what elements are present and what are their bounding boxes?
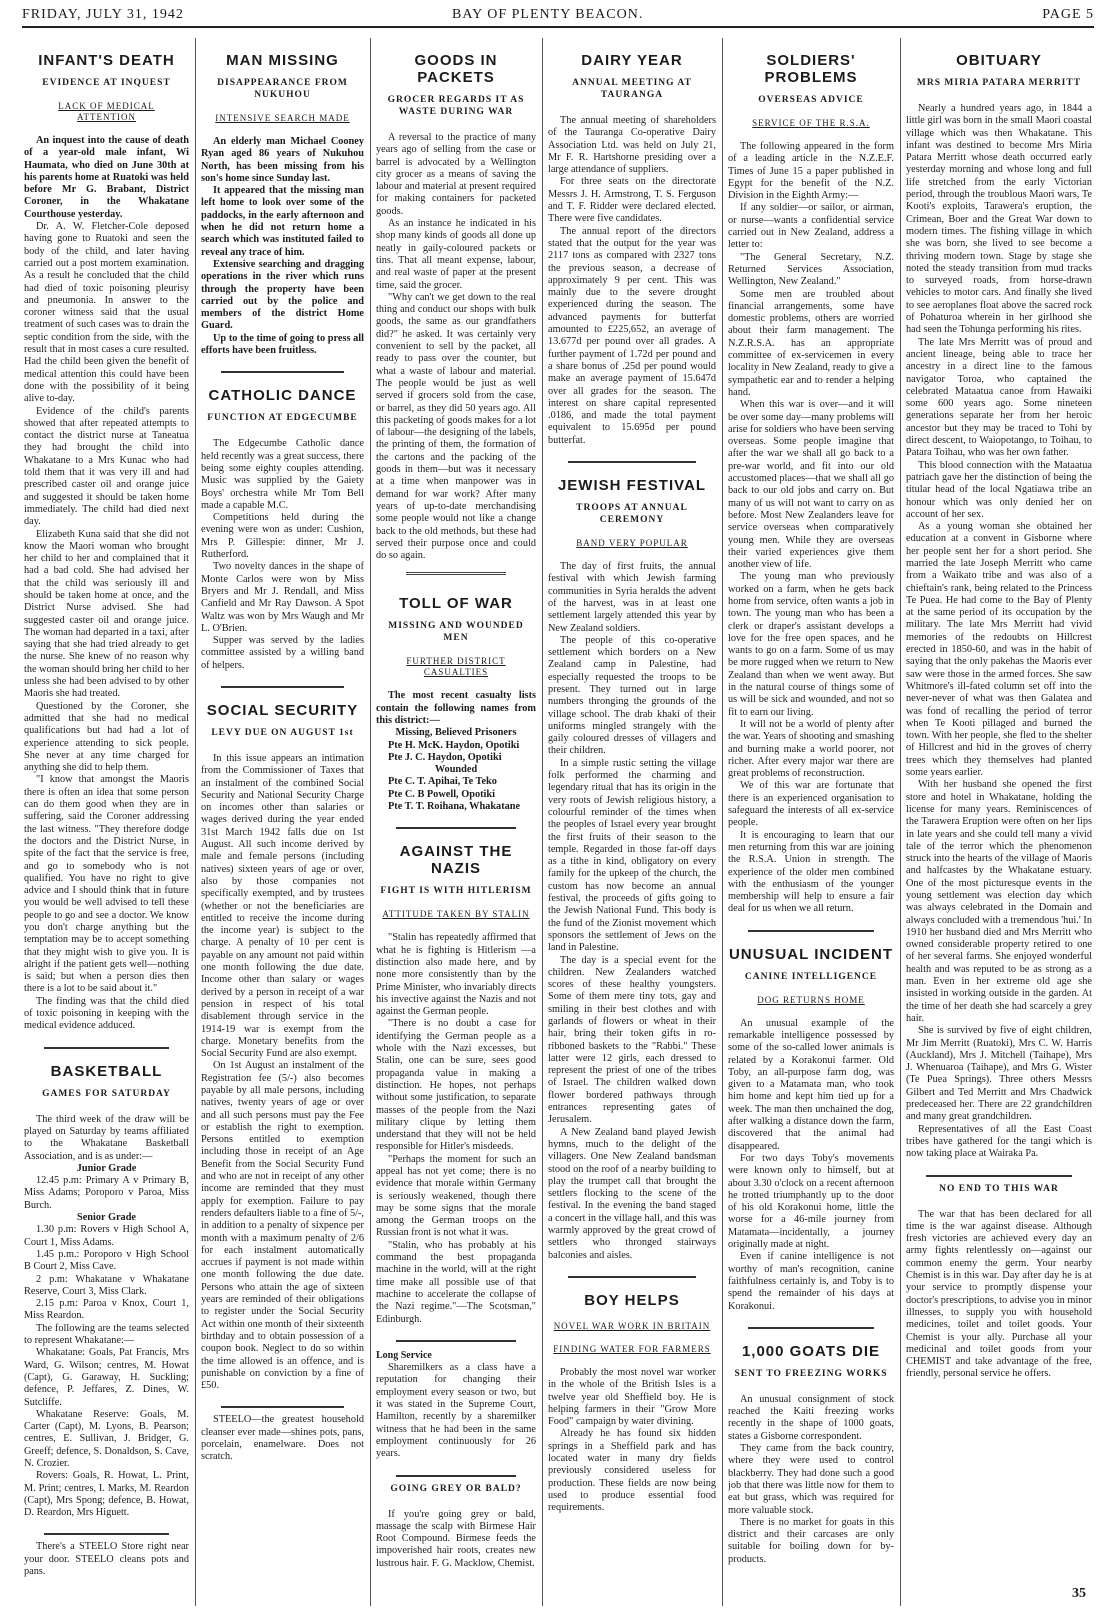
headline-goods-in-packets: GOODS IN PACKETS [414,52,498,86]
column-rule [370,38,371,1606]
subhead: ANNUAL MEETING AT TAURANGA [572,78,692,100]
divider [221,686,344,688]
page-number: PAGE 5 [1042,7,1094,22]
headline-basketball: BASKETBALL [50,1062,163,1080]
subhead: MISSING AND WOUNDED MEN [388,621,524,644]
paragraph: If any soldier—or sailor, or airman, or nurse—wants a confidential service carried out in New Zealand, address a letter to: [728,202,894,251]
paragraph: She is survived by five of eight children, Mr Jim Merritt (Ruatoki), Mrs C. W. Harris (Auckland), Mrs J. Mitchell (Taihape), Mrs J. Whenuaroa (Taihape), and Mrs G. Wister (Te Puea Springs). Three others Messrs Gilbert and Ted Merritt and Mrs Chadwick predeceased her. There are 22 grandchildren and many great grandchildren. [906,1025,1092,1123]
paragraph: For two days Toby's movements were known only to himself, but at about 3.30 o'clock on a recent afternoon he trotted triumphantly up to the door of his old Korakonui home, little the worse for a 46-mile journey from Matamata—incidentally, a journey originally made at night. [728,1152,894,1251]
paragraph: A New Zealand band played Jewish hymns, much to the delight of the villagers. One New Zealand bandsman stood on the roof of a nearby building to play the trumpet call that brought the settlers flocking to the scene of the festival. In the evening the band staged a concert in the village hall, and this was warmly approved by the great crowd of settlers who thronged stairways balconies and aisles. [548,1126,716,1261]
paragraph: "Stalin has repeatedly affirmed that what he is fighting is Hitlerism —a distinction also made here, and by none more consistently than by the Prime Minister, who invariably directs his invective against the Nazis and not against the German people. [376,932,536,1018]
paragraph: Supper was served by the ladies committee assisted by a willing band of helpers. [201,635,364,671]
paragraph: "Perhaps the moment for such an appeal has not yet come; there is no evidence that morale within Germany is seriously weakened, though there may be some signs that the morale among the German troops on the Russian front is not what it was. [376,1153,536,1239]
lead-paragraph: An elderly man Michael Cooney Ryan aged 86 years of Nukuhou North, has been missing from his son's home since Sunday last. [201,136,364,184]
paragraph: "Why can't we get down to the real thing and conduct our shops with bulk goods, the same as our grandfathers did?" he asked. It was certainly very convenient to sell by the packet, all ready to pass over the counter, but what a waste of labour and material. The people would be just as well served if grocers sold from the case, or barrel, as they did 50 years ago. All this packeting of goods makes for a lot of labour—the designing of the labels, the printing of them, the formation of the cartons and the packing of the goods in them—but was it necessary at a time when manpower was in demand for war work? After many years of up-to-date merchandising some people would not like a change back to the old methods, but these had served their purpose once and could do so again. [376,291,536,562]
divider [748,1327,874,1329]
paragraph: Nearly a hundred years ago, in 1844 a little girl was born in the small Maori coastal village which was then Whakatane. This infant was destined to become Mrs Miria Patara Merritt whose death occurred early yesterday morning and whose long and full life stretched from the early Victorian period, through the troublous Maori wars, Te Kooti's exploits, Tarawera's eruption, the Crimean, Boer and the Great War down to modern times. The fishing village in which she was born, she lived to see become a thriving modern town. Stage by stage she noted the steady transition from mud tracks to surveyed roads, from horse-drawn vehicles to motor cars. And finally she lived to see aeroplanes float above the sacred rock of Pohaturoa wherein in her girlhood she had seen the Tohunga performing his rites. [906,103,1092,336]
subhead: BAND VERY POPULAR [576,538,688,549]
subhead: TROOPS AT ANNUAL CEREMONY [576,503,688,526]
subhead: LEVY DUE ON AUGUST 1st [211,727,354,738]
steelo-advert: There's a STEELO Store right near your door. STEELO cleans pots and pans. [24,1541,189,1578]
paragraph: It is encouraging to learn that our men returning from this war are joining the R.S.A. Union in strength. The experience of the older men combined with the enthusiasm of the younger membership will help to ensure a fair deal for us when we all return. [728,829,894,915]
paragraph: The young man who previously worked on a farm, when he gets back home from service, often wants a job in town. The young man who has been a clerk or draper's assistant develops a love for the free open spaces, and he wants to go on a farm. Some of us may be more rugged when we return to New Zealand than when we went away. But in the natural course of things some of us will be sick and wounded, and not so fit to earn our living. [728,571,894,718]
divider [396,1475,516,1477]
subhead: INTENSIVE SEARCH MADE [215,113,350,123]
headline-boy-helps: BOY HELPS [584,1291,680,1309]
list-heading: Missing, Believed Prisoners [395,727,517,739]
subhead: NOVEL WAR WORK IN BRITAIN [553,1320,711,1331]
divider [44,1533,169,1535]
paragraph: Questioned by the Coroner, she admitted that she had no medical qualifications but had had a lot of experience attending to sick people. She never at any time charged for anything she did to help them. [24,700,189,774]
column-3 [376,38,536,1606]
headline-goats-die: 1,000 GOATS DIE [741,1342,881,1360]
column-5 [728,38,894,1606]
paragraph: With her husband she opened the first store and hotel in Whakatane, holding the license for many years. Reminiscences of the Tarawera Eruption were often on her lips in late years and she could tell many a vivid tale of the terror which the phenomenon struck into the hearts of the village of Maoris and halfcastes by the Whakatane estuary. One of the most picturesque events in the young settlement was election day which was always celebrated in the Domain and always concluded with a tremendous 'hui.' In 1910 her husband died and Mrs Merritt who owned considerable property retired to one of her several farms. She enjoyed wonderful health and was reputed to be as strong as a man. Even in her extreme old age she insisted in working outside in the garden. At the time of her death she had scarcely a grey hair. [906,779,1092,1024]
column-rule [542,38,543,1606]
advert-heading: NO END TO THIS WAR [939,1183,1059,1194]
divider [396,1340,516,1342]
lead-paragraph: An inquest into the cause of death of a year-old male infant, Wi Haumata, who died on June 30th at his parents home at Ruatoki was held before Mr G. Brabant, District Coroner, in the Whakatane Courthouse yesterday. [24,135,189,220]
paragraph: "I know that amongst the Maoris there is often an idea that some person can do them good when they are in suffering, said the Coroner addressing the last witness. "They therefore dodge the doctors and the District Nurse, in spite of the fact that the service is free, and go to somebody who is not qualified. You have no right to give advice and I should think that in future you would be well advised to tell these people to go and see a doctor. We know you don't charge anything but the temptation may be to accept something that they might wish to give you. It is alright if the patient gets well—nothing is said; but when a person dies then there is a lot to be said about it." [24,774,189,995]
grade-heading: Junior Grade [76,1162,137,1174]
subhead: FURTHER DISTRICT CASUALTIES [406,656,506,678]
paragraph: A reversal to the practice of many years ago of selling from the case or barrel is advocated by a Wellington city grocer as a means of saving the labour and material at present required for making containers for packeted goods. [376,132,536,217]
paragraph: The finding was that the child died of toxic poisoning in keeping with the medical evidence adduced. [24,995,189,1032]
subhead: GAMES FOR SATURDAY [42,1088,171,1099]
paper-name: BAY OF PLENTY BEACON. [452,7,644,22]
headline-jewish-festival: JEWISH FESTIVAL [557,477,707,495]
divider [568,461,696,463]
paragraph: As an instance he indicated in his shop many kinds of goods all done up neatly in gaily-coloured packets or tins. That all meant expense, labour, and real waste of paper at the present time, said the grocer. [376,218,536,291]
subhead: DOG RETURNS HOME [757,994,865,1005]
paragraph: Whakatane: Goals, Pat Francis, Mrs Ward, G. Wilson; centres, M. Howat (Capt), G. Garaway, H. Suckling; defence, P. Jeffares, Z. Dines, W. Sutcliffe. [24,1347,189,1408]
paragraph: Sharemilkers as a class have a reputation for changing their employment every season or two, but it was stated in the Supreme Court, Hamilton, recently by a sharemilker witness that he had been in the same employment continuously for 26 years. [376,1362,536,1460]
chemist-advert: The war that has been declared for all time is the war against disease. Although fresh victories are achieved every day an army fights relentlessly on—against our common enemy the germ. Your nearby Chemist is in this war. Day after day he is at your service to promptly dispense your doctor's prescriptions, to advise you in minor illnesses, to supply you with household medicines, toilet and toilet goods. Your Chemist is your ally. Purchase all your medicinal and toilet goods from your CHEMIST and take advantage of the free, friendly, personal service he offers. [906,1208,1092,1380]
subhead: SENT TO FREEZING WORKS [734,1368,888,1379]
paragraph: The Edgecumbe Catholic dance held recently was a great success, there being some eighty couples attending. Music was supplied by the Gaiety Boys' orchestra while Mr Tom Bell made a capable M.C. [201,438,364,511]
advert-heading: GOING GREY OR BALD? [390,1483,522,1494]
column-6 [906,38,1092,1606]
column-1 [24,38,189,1606]
paragraph: Even if canine intelligence is not worthy of man's recognition, canine faithfulness certainly is, and Toby is to spend the remainder of his days at Korakonui. [728,1251,894,1312]
headline-obituary: OBITUARY [956,52,1042,69]
paragraph: We of this war are fortunate that there is an experienced organisation to safeguard the interests of all ex-service people. [728,780,894,829]
divider [406,572,506,581]
subhead: GROCER REGARDS IT AS WASTE DURING WAR [387,95,525,117]
paragraph: Rovers: Goals, R. Howat, L. Print, M. Print; centres, I. Marks, M. Reardon (Capt), Mrs Spong; defence, B. Howat, D. Reardon, Mrs Higuett. [24,1470,189,1519]
paragraph: For three seats on the directorate Messrs J. H. Armstrong, T. S. Ferguson and T. F. Ridder were declared elected. There were five candidates. [548,176,716,225]
divider [44,1047,169,1049]
headline-against-the-nazis: AGAINST THE NAZIS [399,843,513,878]
paragraph: Competitions held during the evening were won as under: Cushion, Mrs P. Gillespie: dinner, Mr J. Rutherford. [201,512,364,561]
paragraph: There is no market for goats in this district and their carcases are only suitable for boiling down for by-products. [728,1516,894,1565]
divider [221,371,344,373]
divider [748,930,874,932]
subhead: FIGHT IS WITH HITLERISM [380,886,532,897]
column-rule [900,38,901,1606]
paragraph: Evidence of the child's parents showed that after repeated attempts to contact the district nurse at Taneatua they had brought the child into Whakatane to a Mrs Kunac who had told them that it was very ill and had prescribed caster oil and orange juice and suggested it should be taken home immediately. The child had died next day. [24,405,189,528]
paragraph: In a simple rustic setting the village folk performed the charming and legendary ritual that has its origin in the very roots of Jewish religious history, a colourful reminder of the times when the peoples of Israel every year brought the first fruits of their season to the temple. Regarded in those far-off days as a tithe in kind, obligatory on every family for the upkeep of the church, the custom has now become an annual festival, the proceeds of gifts going to the Jewish National Fund. This body is the fund of the Zionist movement which sponsors the settlement of Jews on the land in Palestine. [548,757,716,954]
list-item: Pte T. T. Roihana, Whakatane [388,801,521,813]
paragraph: Elizabeth Kuna said that she did not know the Maori woman who brought her child to her and complained that it had a bad cold. She had advised her that the child was seriously ill and should be taken home at once, and the District Nurse advised. She had suggested caster oil and orange juice. The woman had departed in a taxi, after saying that she had tried already to get the nurse. She knew of no reason why the woman should bring her child to her unless she had been advised to by other Maoris she had treated. [24,528,189,700]
headline-soldiers-problems: SOLDIERS' PROBLEMS [764,52,858,86]
paragraph: In this issue appears an intimation from the Commissioner of Taxes that an instalment of the combined Social Security and National Security Charge on incomes other than salaries or wages derived during the year ended 31st March 1942 falls due on 1st August. All such income derived by male and female persons (including natives) sixteen years of age or over, also by those companies not specifically exempted, and by trustees (whether or not the beneficiaries are entitled to receive the income during the income year) is subject to the charge. A penalty of 10 per cent is payable on any amount not paid within one month following the due date. Income other than salary or wages derived by a person in receipt of a war pension in respect of his total disablement through service in the 1914-19 war is exempt from the charge. Monetary benefits from the Social Security Fund are also exempt. [201,752,364,1060]
headline-catholic-dance: CATHOLIC DANCE [208,387,357,405]
paragraph: 1.45 p.m.: Poroporo v High School B Court 2, Miss Cave. [24,1248,189,1273]
headline-social-security: SOCIAL SECURITY [206,701,359,719]
paragraph: Extensive searching and dragging operations in the river which runs through the property have been carried out by the police and members of the district Home Guard. [201,258,364,332]
paragraph: As a young woman she obtained her education at a convent in Gisborne where her people sent her for a short period. She married the late Joseph Merritt who came from a Waikato tribe and was also of a chieftain's rank, being related to the Princess Te Puea. He had come to the Bay of Plenty at the same period of its occupation by the military. The late Mrs Merritt had vivid memories of the redoubts on Hillcrest erected in 1850-60, and was in the habit of saying that the only pakehas the Maoris ever saw were those in the armed forces. She saw Whitmore's ill-fated column set off into the never-never of what was then Galatea and was fond of recalling the period of terror when Te Kooti pillaged and burned the town. With her people, she fled to the shelter of Hillcrest and hid in the groves of cherry trees which they themselves had planted some years earlier. [906,521,1092,779]
paragraph: 2 p.m: Whakatane v Whakatane Reserve, Court 3, Miss Clark. [24,1273,189,1297]
paragraph: The following appeared in the form of a leading article in the N.Z.E.F. Times of June 15 a paper published in Egypt for the benefit of the N.Z. Division in the Eighth Army:— [728,141,894,202]
paragraph: Some men are troubled about financial arrangements, some have domestic problems, others are worried about their farm management. The N.Z.R.S.A. has an appropriate committee of ex-servicemen in every locality in New Zealand, ready to give a sympathetic ear and to render a helping hand. [728,288,894,398]
paragraph: The people of this co-operative settlement which borders on a New Zealand camp in Palestine, had especially requested the troops to be present. They turned out in large numbers thronging the grounds of the village school. The drab khaki of their uniforms mingled strangely with the gaily coloured dresses of villagers and their children. [548,634,716,757]
masthead [22,6,1094,28]
advert-number: 35 [1072,1585,1086,1601]
steelo-advert: STEELO—the greatest household cleanser ever made—shines pots, pans, porcelain, enamelware. Does not scratch. [201,1414,364,1463]
paragraph: Already he has found six hidden springs in a Sheffield park and has located water in many dry fields previously considered useless for production. These fields are now being used to produce essential food requirements. [548,1428,716,1514]
subhead: OVERSEAS ADVICE [758,95,864,105]
paragraph: An unusual consignment of stock reached the Kaiti freezing works recently in the shape of 1000 goats, states a Gisborne correspondent. [728,1393,894,1442]
list-item: Pte H. McK. Haydon, Opotiki [388,739,520,751]
column-rule [722,38,723,1606]
list-item: Pte C. B Powell, Opotiki [388,788,495,800]
list-item: Pte J. C. Haydon, Opotiki [388,751,502,763]
subhead: SERVICE OF THE R.S.A. [752,118,870,128]
paragraph: Up to the time of going to press all efforts have been fruitless. [201,332,364,357]
paragraph: They came from the back country, where they were used to control blackberry. They had done such a good job that there was little now for them to eat but grass, which was required for more valuable stock. [728,1443,894,1516]
subhead: EVIDENCE AT INQUEST [42,78,171,88]
paragraph: The late Mrs Merritt was of proud and ancient lineage, being able to trace her ancestry in a direct line to the famous navigator Toroa, who captained the celebrated Mataatua canoe from Hawaiki some 600 years ago. Some nineteen generations separate her from her heroic ancestor but they may be traced to Tohi by direct descent, to Waiopotango, to Toihau, to Patara Toihau, who was her own father. [906,336,1092,459]
list-item: Pte C. T. Apihai, Te Teko [388,776,497,788]
paragraph: The most recent casualty lists contain the following names from this district:— [376,690,536,726]
subhead: MRS MIRIA PATARA MERRITT [916,78,1082,88]
grade-heading: Senior Grade [76,1212,137,1224]
paragraph: Two novelty dances in the shape of Monte Carlos were won by Miss Bryers and Mr J. Rendall, and Miss Canfield and Mr Ray Dawson. A Spot Waltz was won by Mrs Waugh and Mr L. O'Brien. [201,561,364,634]
paragraph: Whakatane Reserve: Goals, M. Carter (Capt), M. Lyons, B. Pearson; centres, E. Sullivan, J. Bridger, G. Greeff; defence, S. Donaldson, S. Cave, N. Crozier. [24,1408,189,1469]
subhead: LACK OF MEDICAL ATTENTION [58,101,155,122]
paragraph: Representatives of all the East Coast tribes have gathered for the tangi which is now taking place at Wairaka Pa. [906,1123,1092,1160]
paragraph: 12.45 p.m: Primary A v Primary B, Miss Adams; Poroporo v Paroa, Miss Burch. [24,1175,189,1211]
paragraph: An unusual example of the remarkable intelligence possessed by some of the so-called lower animals is related by a Korakonui farmer. Old Toby, an all-purpose farm dog, was given to a Matamata man, who took him home and kept him tied up for a week. The man then unchained the dog, after walking a distance down the farm, discovered that the animal had disappeared. [728,1017,894,1152]
paragraph: On 1st August an instalment of the Registration fee (5/-) also becomes payable by all male persons, including natives, twenty years of age or over and all such persons must pay the Fee or establish the right to exemption. Persons entitled to exemption including those in receipt of an Age Benefit from the Social Security Fund and who are not in receipt of any other income are reminded that they must apply for exemption. Failure to pay renders defaulters liable to a fine of 5/-, in addition to a penalty of sixpence per month with a maximum penalty of 2/6 for each instalment automatically accrues if payment is not made within one month following the due date. Persons who attain the age of sixteen years are reminded of their obligations to register under the Social Security Act within one month of their sixteenth birthday and to obtain possession of a coupon book. Neglect to do so within the time allowed is an offence, and is punishable on conviction by a fine of £50. [201,1060,364,1392]
column-2 [201,38,364,1606]
headline-dairy-year: DAIRY YEAR [581,52,683,69]
paragraph: The following are the teams selected to represent Whakatane:— [24,1322,189,1347]
paragraph: Dr. A. W. Fletcher-Cole deposed having gone to Ruatoki and seen the body of the child, and later having carried out a post mortem examination. As a result he concluded that the child had died of toxic poisoning pleurisy and pneumonia. In answer to the coroner witness said that the usual treatment of such cases was to drain the septic condition from the side, with the result that in most cases a cure resulted. Had the child been given the benefit of medical attention this could have been done with the possibility of it being alive to-day. [24,221,189,405]
paragraph: 2.15 p.m: Paroa v Knox, Court 1, Miss Reardon. [24,1298,189,1322]
subhead: ATTITUDE TAKEN BY STALIN [382,909,530,920]
paragraph: The day of first fruits, the annual festival with which Jewish farming communities in Syria heralds the advent of the harvest, was in at least one settlement largely attended this year by New Zealand soldiers. [548,561,716,634]
small-heading: Long Service [376,1349,432,1361]
paragraph: "Stalin, who has probably at his command the best propaganda machine in the world, will at the right time make all possible use of that machine to accelerate the collapse of the Nazi regime."—The Scotsman," Edinburgh. [376,1239,536,1325]
paragraph: "There is no doubt a case for identifying the German people as a whole with the Nazi excesses, but Stalin, one can be sure, sees good propaganda value in making a distinction. He hopes, not perhaps without some justification, to separate masses of the people from the Nazi military clique by letting them understand that they will not be held responsible for Hitler's misdeeds. [376,1018,536,1153]
subhead: FINDING WATER FOR FARMERS [553,1343,711,1354]
paragraph: This blood connection with the Mataatua patriach gave her the distinction of being the titular head of the local Ngatiawa tribe an honour which was only denied her on account of her sex. [906,459,1092,520]
hair-advert: If you're going grey or bald, massage the scalp with Birmese Hair Root Compound. Birmese feeds the impoverished hair roots, creates new lustrous hair. F. G. Macklow, Chemist. [376,1508,536,1569]
subhead: FUNCTION AT EDGECUMBE [207,413,358,424]
paragraph: 1.30 p.m: Rovers v High School A, Court 1, Miss Adams. [24,1224,189,1248]
paragraph: It will not be a world of plenty after the war. Years of shooting and smashing and burning make a world poorer, not richer. After every major war there are great problems of reconstruction. [728,718,894,780]
column-4 [548,38,716,1606]
list-heading: Wounded [434,764,478,776]
paragraph: When this war is over—and it will be over some day—many problems will arise for soldiers who have been serving overseas. Some people imagine that after the war we shall all go back to a pre-war world, and fit into our old accustomed places—that we shall all go back to our old jobs and carry on. But many of us will not want to carry on as before. Most New Zealanders leave for service overseas when comparatively young men. While they are overseas their varied experiences give them another view of life. [728,399,894,571]
paragraph: "The General Secretary, N.Z. Returned Services Association, Wellington, New Zealand." [728,251,894,288]
headline-unusual-incident: UNUSUAL INCIDENT [728,945,894,963]
paragraph: The annual meeting of shareholders of the Tauranga Co-operative Dairy Association Ltd. was held on July 21, Mr F. R. Hartshorne presiding over a large attendance of suppliers. [548,115,716,176]
headline-toll-of-war: TOLL OF WAR [399,595,513,613]
column-rule [195,38,196,1606]
issue-date: FRIDAY, JULY 31, 1942 [22,7,184,22]
paragraph: Probably the most novel war worker in the whole of the British Isles is a twelve year old Sheffield boy. He is helping farmers in their "Grow More Food" campaign by water divining. [548,1366,716,1428]
paragraph: The third week of the draw will be played on Saturday by teams affiliated to the Whakatane Basketball Association, and is as under:— [24,1113,189,1162]
divider [396,827,516,829]
subhead: CANINE INTELLIGENCE [744,971,878,982]
headline-man-missing: MAN MISSING [226,52,339,69]
subhead: DISAPPEARANCE FROM NUKUHOU [217,78,348,100]
paragraph: The annual report of the directors stated that the output for the year was 2117 tons as compared with 2327 tons the previous season, a decrease of approximately 9 per cent. This was mainly due to the severe drought experienced during the season. The advanced payments for butterfat amounted to £225,652, an average of 13.677d per pound over all grades. A further payment of 1.72d per pound and a share bonus of .25d per pound would make an average payment of 15.647d over all grades for the season. The interest on share capital represented .0186, and made the total payment equivalent to 15.695d per pound butterfat. [548,225,716,446]
headline-infants-death: INFANT'S DEATH [38,52,175,69]
divider [221,1406,344,1408]
paragraph: It appeared that the missing man left home to look over some of the paddocks, in the early afternoon and when he did not return home a search which was instituted failed to reveal any trace of him. [201,185,364,258]
divider [926,1175,1072,1177]
paragraph: The day is a special event for the children. New Zealanders watched scores of these healthy youngsters. Some of them mere tiny tots, gay and smiling in their best clothes and with garlands of flowers or wheat in their hair, bring their token gifts in ro-ribboned baskets to the "Rabbi." These latter were 12 girls, each dressed to represent the priest of one of the tribes of Israel. The children walked down flower bordered pathways through entrances representing gates of Jerusalem. [548,954,716,1126]
divider [568,1276,696,1278]
